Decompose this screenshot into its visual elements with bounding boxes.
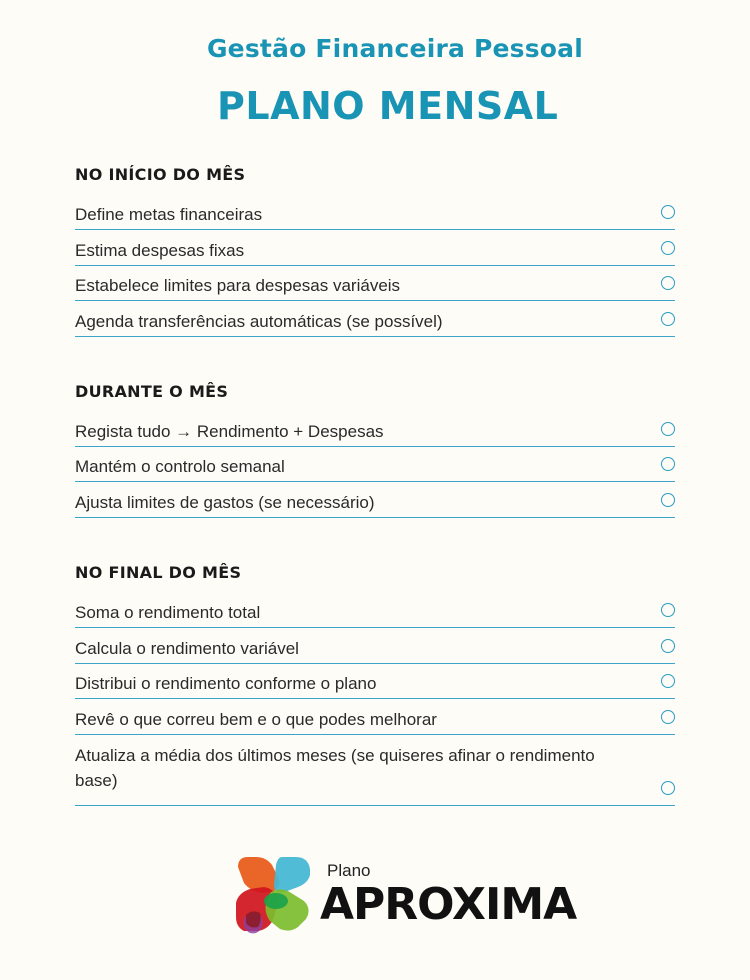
- item-label: Estabelece limites para despesas variáveis: [75, 276, 401, 295]
- checkbox-circle-icon[interactable]: [661, 710, 675, 724]
- checklist-item[interactable]: [75, 202, 675, 230]
- checkbox-circle-icon[interactable]: [661, 241, 675, 255]
- section-title-durante: DURANTE O MÊS: [75, 382, 229, 401]
- checklist-item[interactable]: [75, 636, 675, 664]
- checklist-item[interactable]: [75, 707, 675, 735]
- logo-small-text: Plano: [327, 861, 371, 880]
- checklist-item[interactable]: [75, 600, 675, 628]
- checkbox-circle-icon[interactable]: [661, 603, 675, 617]
- item-label: Define metas financeiras: [75, 205, 263, 224]
- item-label: Agenda transferências automáticas (se possível): [75, 312, 443, 331]
- item-label: Regista tudo → Rendimento + Despesas: [75, 422, 384, 441]
- logo-big-text: APROXIMA: [320, 879, 577, 930]
- checkbox-circle-icon[interactable]: [661, 639, 675, 653]
- checkbox-circle-icon[interactable]: [661, 674, 675, 688]
- page-subtitle: Gestão Financeira Pessoal: [206, 34, 584, 63]
- item-label: Ajusta limites de gastos (se necessário): [75, 493, 375, 512]
- checklist-item[interactable]: [75, 490, 675, 518]
- section-title-final: NO FINAL DO MÊS: [75, 563, 242, 582]
- item-label: Distribui o rendimento conforme o plano: [75, 674, 377, 693]
- item-label: Estima despesas fixas: [75, 241, 245, 260]
- checkbox-circle-icon[interactable]: [661, 422, 675, 436]
- checklist-item[interactable]: [75, 238, 675, 266]
- page-title: PLANO MENSAL: [217, 84, 559, 128]
- checkbox-circle-icon[interactable]: [661, 457, 675, 471]
- checklist-item[interactable]: [75, 273, 675, 301]
- checkbox-circle-icon[interactable]: [661, 493, 675, 507]
- checkbox-circle-icon[interactable]: [661, 312, 675, 326]
- item-label: Revê o que correu bem e o que podes melhorar: [75, 710, 437, 729]
- item-label: Calcula o rendimento variável: [75, 639, 299, 658]
- item-label: Atualiza a média dos últimos meses (se quiseres afinar o rendimento base): [75, 746, 595, 790]
- checkbox-circle-icon[interactable]: [661, 205, 675, 219]
- item-label: Soma o rendimento total: [75, 603, 261, 622]
- logo: [232, 853, 577, 938]
- checklist-item[interactable]: [75, 309, 675, 337]
- checklist-item[interactable]: [75, 454, 675, 482]
- checklist-item[interactable]: [75, 743, 675, 806]
- section-title-inicio: NO INÍCIO DO MÊS: [75, 165, 246, 184]
- checkbox-circle-icon[interactable]: [661, 781, 675, 795]
- item-label: Mantém o controlo semanal: [75, 457, 285, 476]
- logo-x-mark-icon: [232, 853, 317, 938]
- checklist-item[interactable]: [75, 419, 675, 447]
- checkbox-circle-icon[interactable]: [661, 276, 675, 290]
- checklist-item[interactable]: [75, 671, 675, 699]
